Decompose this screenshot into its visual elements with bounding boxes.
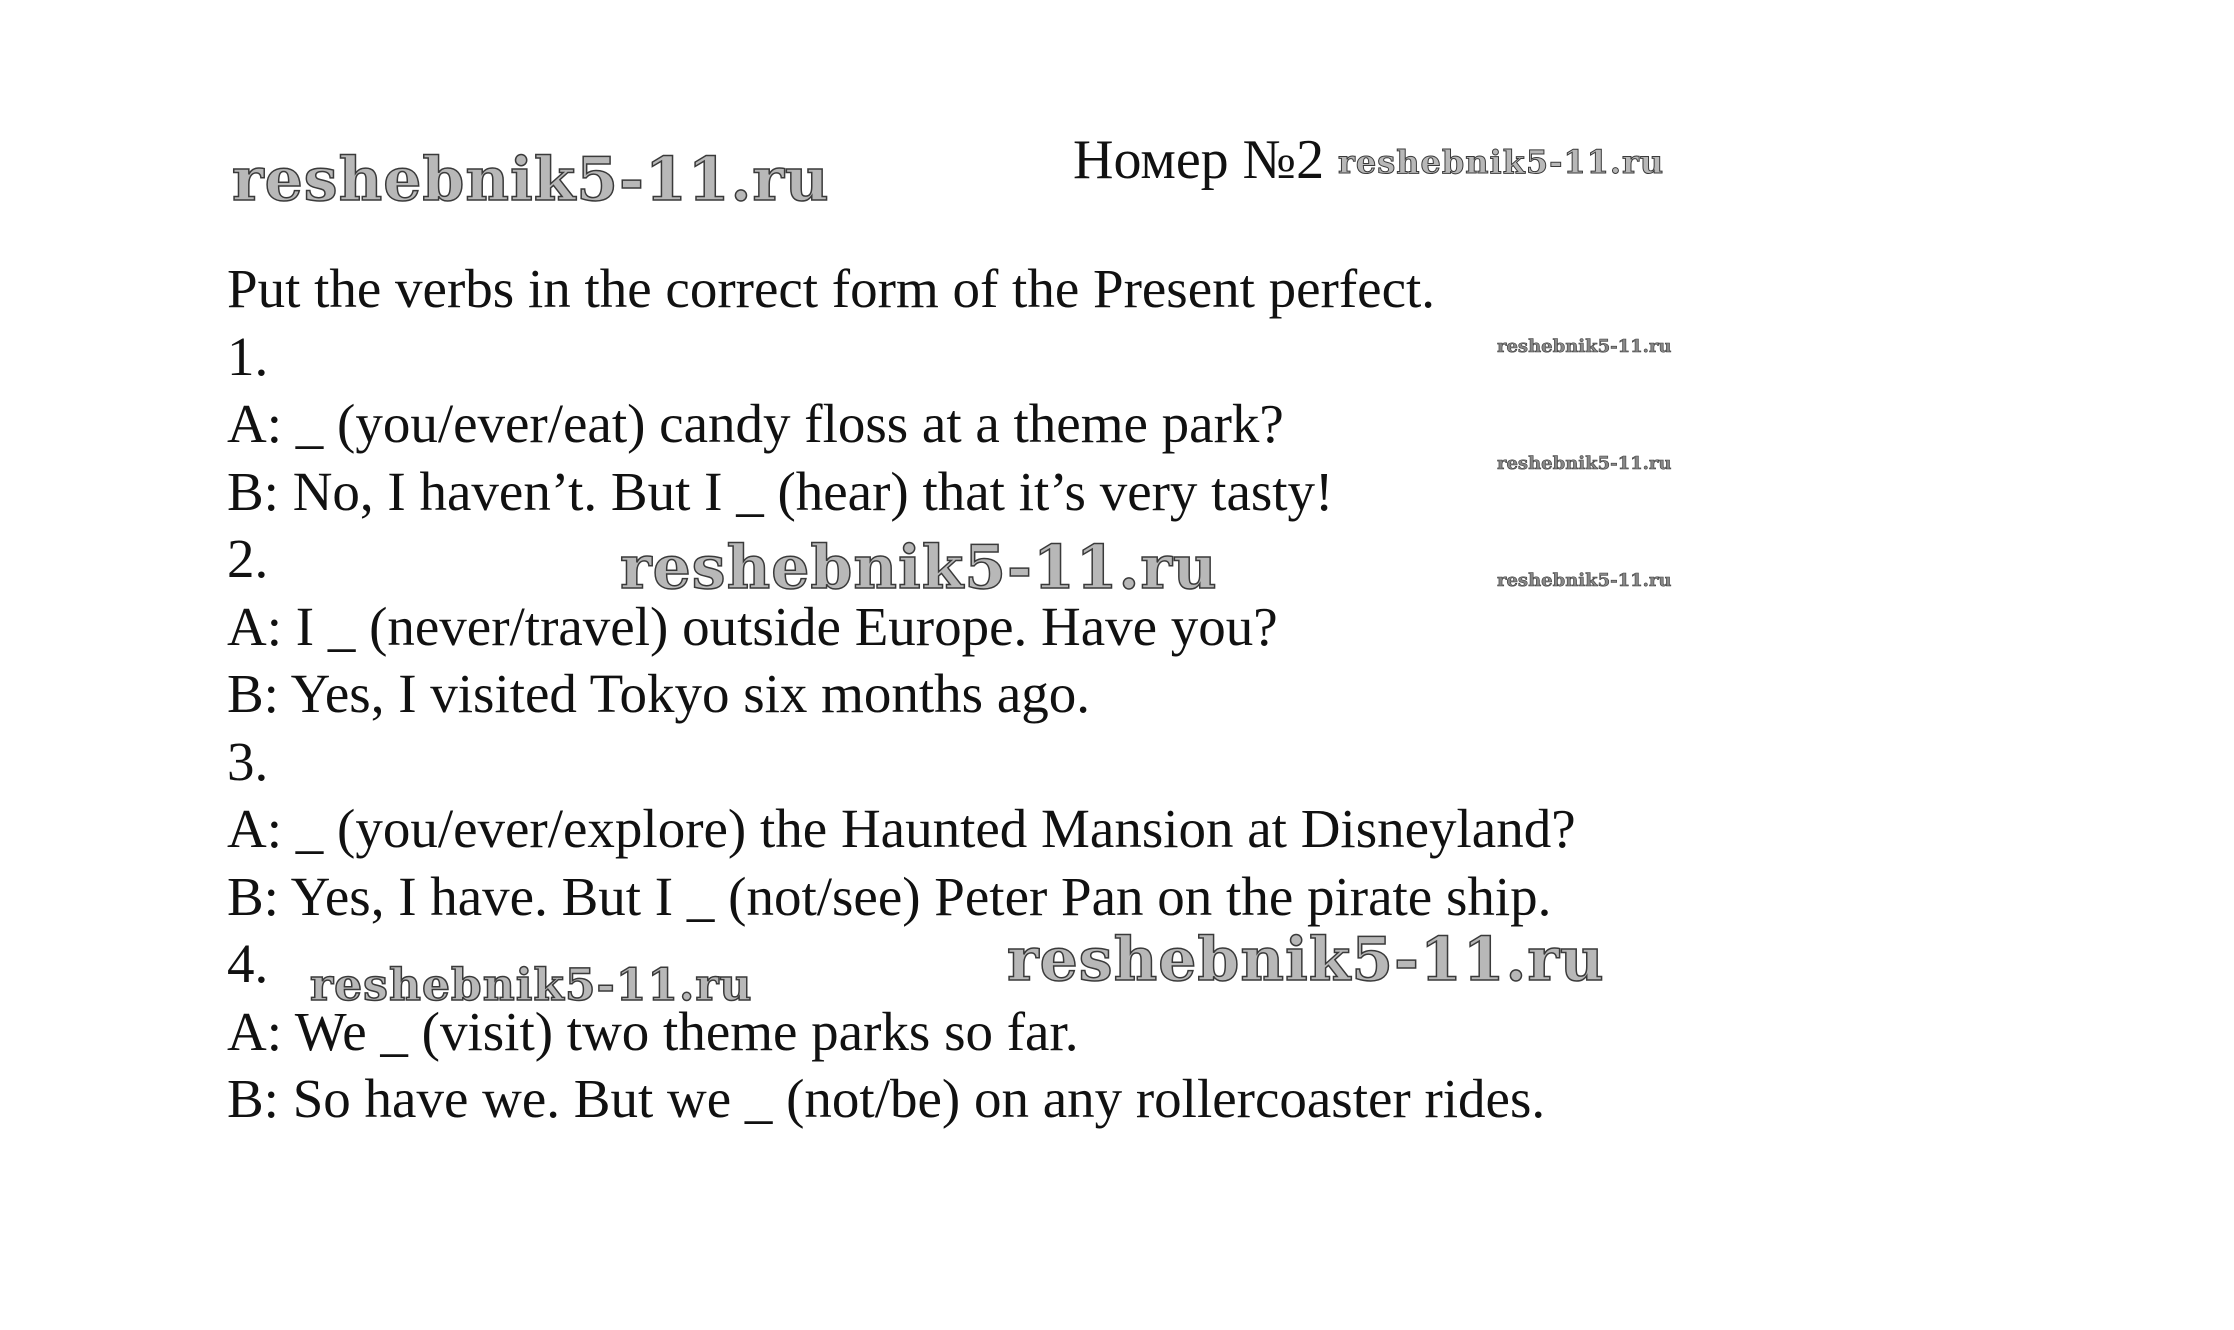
dialogue-line-b: B: Yes, I have. But I _ (not/see) Peter Pan on the pirate ship. [227, 865, 1552, 927]
watermark-small-1: reshebnik5-11.ru [1497, 336, 1672, 357]
dialogue-line-b: B: Yes, I visited Tokyo six months ago. [227, 663, 1091, 724]
item-number: 4. [227, 933, 269, 994]
watermark-logo-top-left: reshebnik5-11.ru [232, 145, 830, 215]
watermark-small-2: reshebnik5-11.ru [1497, 453, 1672, 474]
watermark-logo-header: reshebnik5-11.ru [1338, 143, 1665, 181]
item-number: 1. [227, 325, 269, 387]
item-number: 3. [227, 730, 269, 792]
item-number: 2. [227, 528, 269, 589]
dialogue-line-a: A: _ (you/ever/eat) candy floss at a theme park? [227, 393, 1284, 454]
watermark-logo-middle: reshebnik5-11.ru [620, 533, 1218, 603]
dialogue-line-b: B: So have we. But we _ (not/be) on any rollercoaster rides. [227, 1068, 1546, 1129]
dialogue-line-b: B: No, I haven’t. But I _ (hear) that it’s very tasty! [227, 460, 1334, 522]
exercise-content [227, 255, 1576, 1133]
watermark-logo-bottom-left: reshebnik5-11.ru [310, 960, 753, 1011]
instruction-text: Put the verbs in the correct form of the Present perfect. [227, 258, 1436, 319]
watermark-small-3: reshebnik5-11.ru [1497, 570, 1672, 591]
dialogue-line-a: A: We _ (visit) two theme parks so far. [227, 1000, 1079, 1062]
watermark-logo-right: reshebnik5-11.ru [1007, 925, 1605, 995]
dialogue-line-a: A: I _ (never/travel) outside Europe. Have you? [227, 595, 1278, 657]
dialogue-line-a: A: _ (you/ever/explore) the Haunted Mansion at Disneyland? [227, 798, 1576, 859]
exercise-number-heading: Номер №2 [1073, 129, 1325, 191]
